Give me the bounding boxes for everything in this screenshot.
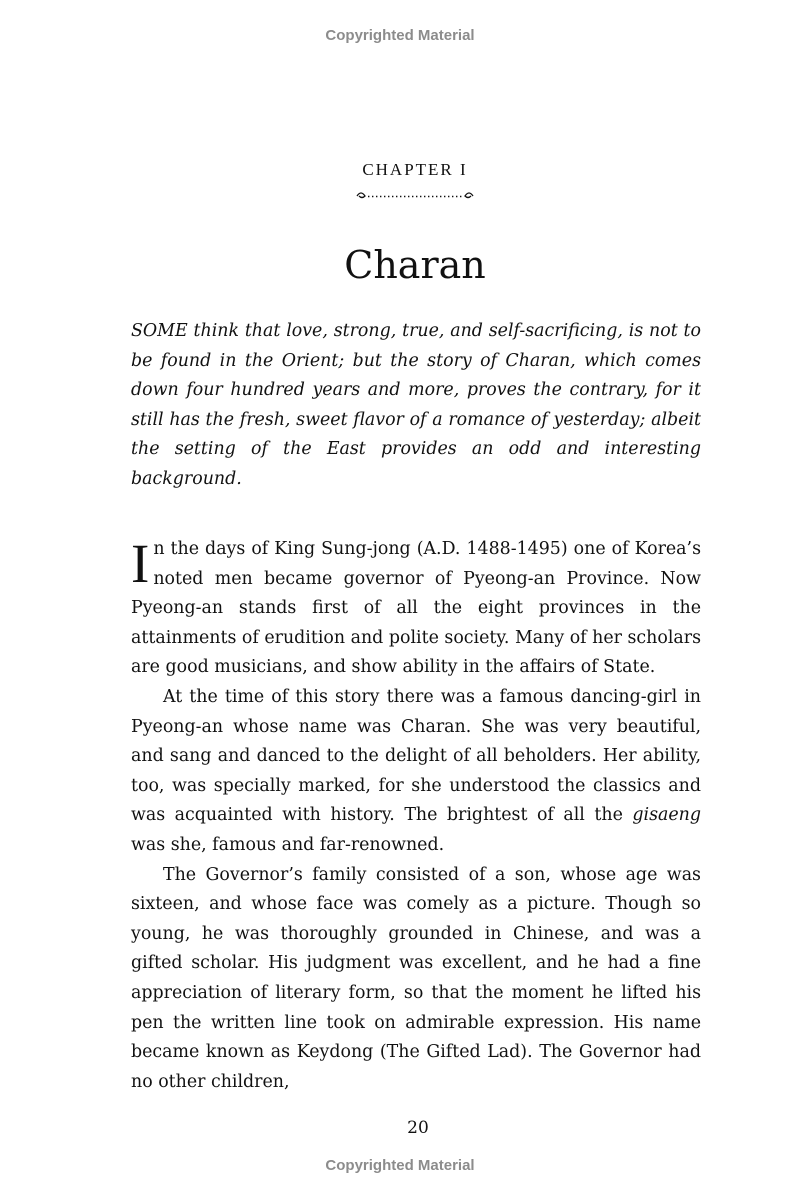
copyright-watermark-bottom: Copyrighted Material — [325, 1157, 475, 1174]
drop-cap: I — [131, 533, 150, 594]
paragraph-2 — [131, 683, 701, 861]
paragraph-2-text-before: At the time of this story there was a famous dancing-girl in Pyeong-an whose name was Charan. She was very beautiful, and sang and danced to the delight of all beholders. Her ability, too, was specially marked, for she understood the classics and was acquainted with history. The brightest of all the — [131, 686, 701, 826]
paragraph-2-text-after: was she, famous and far-renowned. — [131, 834, 445, 855]
paragraph-1-text: n the days of King Sung-jong (A.D. 1488-1495) one of Korea’s noted men became governor of Pyeong-an Province. Now Pyeong-an stands first of all the eight provinces in the attainments of erudition and polite society. Many of her scholars are good musicians, and show ability in the affairs of State. — [131, 539, 701, 678]
body-text — [131, 535, 701, 1097]
ornament-divider-icon — [355, 189, 475, 203]
paragraph-1 — [131, 535, 701, 683]
copyright-watermark-top: Copyrighted Material — [325, 27, 475, 44]
epigraph: SOME think that love, strong, true, and self-sacrificing, is not to be found in the Orient; but the story of Charan, which comes down four hundred years and more, proves the contrary, for it still has the fresh, sweet flavor of a romance of yesterday; albeit the setting of the East provides an odd and interesting background. — [131, 321, 701, 489]
page-number: 20 — [407, 1118, 429, 1138]
chapter-title: Charan — [344, 243, 486, 288]
paragraph-3: The Governor’s family consisted of a son, whose age was sixteen, and whose face was comely as a picture. Though so young, he was thoroughly grounded in Chinese, and was a gifted scholar. His judgment was excellent, and he had a fine appreciation of literary form, so that the moment he lifted his pen the written line took on admirable expression. His name became known as Keydong (The Gifted Lad). The Governor had no other children, — [131, 864, 701, 1092]
chapter-label: CHAPTER I — [362, 160, 468, 179]
paragraph-2-emphasis: gisaeng — [632, 805, 701, 826]
